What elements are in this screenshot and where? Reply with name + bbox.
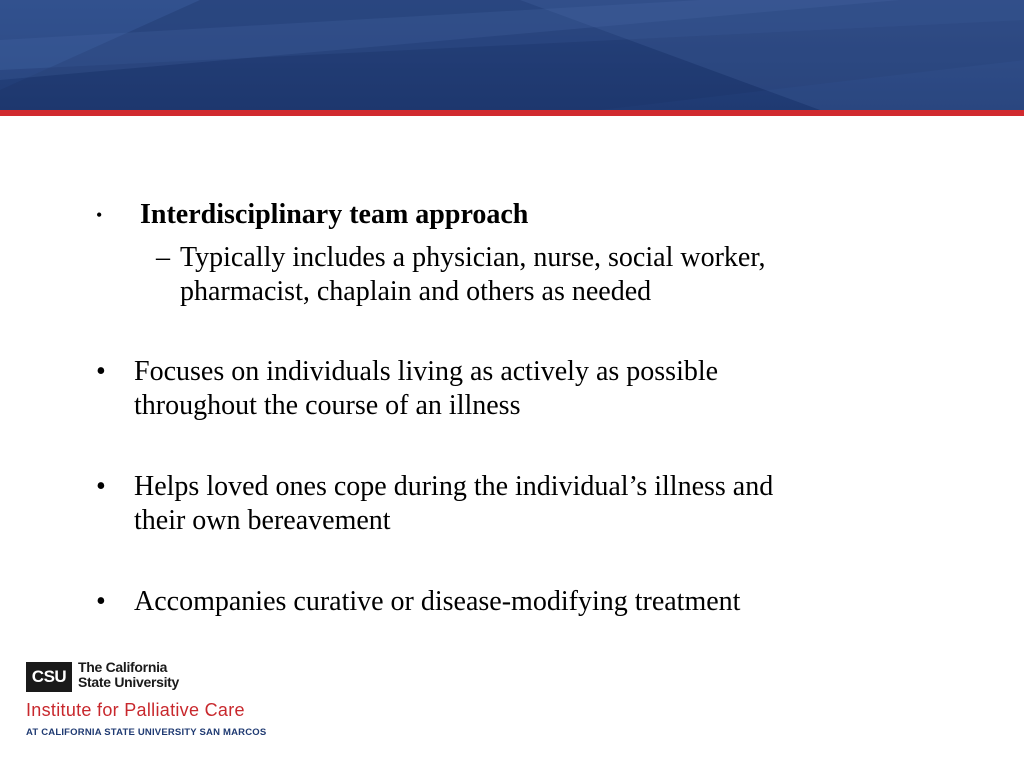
sub-bullet-line-2: pharmacist, chaplain and others as needed: [180, 276, 652, 307]
institute-subtitle: AT CALIFORNIA STATE UNIVERSITY SAN MARCOS: [26, 727, 267, 738]
sub-bullet-marker: –: [156, 242, 170, 273]
institute-name: Institute for Palliative Care: [26, 700, 245, 720]
bullet-marker: •: [96, 471, 106, 502]
bullet-marker: •: [96, 205, 103, 225]
csu-palliative-care-logo: [26, 660, 326, 750]
bullet-marker: •: [96, 356, 106, 387]
sub-bullet-line-1: Typically includes a physician, nurse, social worker,: [180, 242, 766, 273]
csu-logo-name: [78, 660, 179, 690]
bullet-line-2: throughout the course of an illness: [134, 390, 521, 421]
bullet-line-2: their own bereavement: [134, 505, 391, 536]
bullet-text: Interdisciplinary team approach: [140, 199, 529, 230]
csu-name-line-2: State University: [78, 674, 180, 690]
csu-name-line-1: The California: [78, 659, 168, 675]
bullet-line-1: Accompanies curative or disease-modifying treatment: [134, 586, 741, 617]
csu-logo-mark: CSU: [26, 662, 72, 692]
bullet-marker: •: [96, 586, 106, 617]
bullet-line-1: Focuses on individuals living as actively as possible: [134, 356, 719, 387]
bullet-line-1: Helps loved ones cope during the individual’s illness and: [134, 471, 774, 502]
